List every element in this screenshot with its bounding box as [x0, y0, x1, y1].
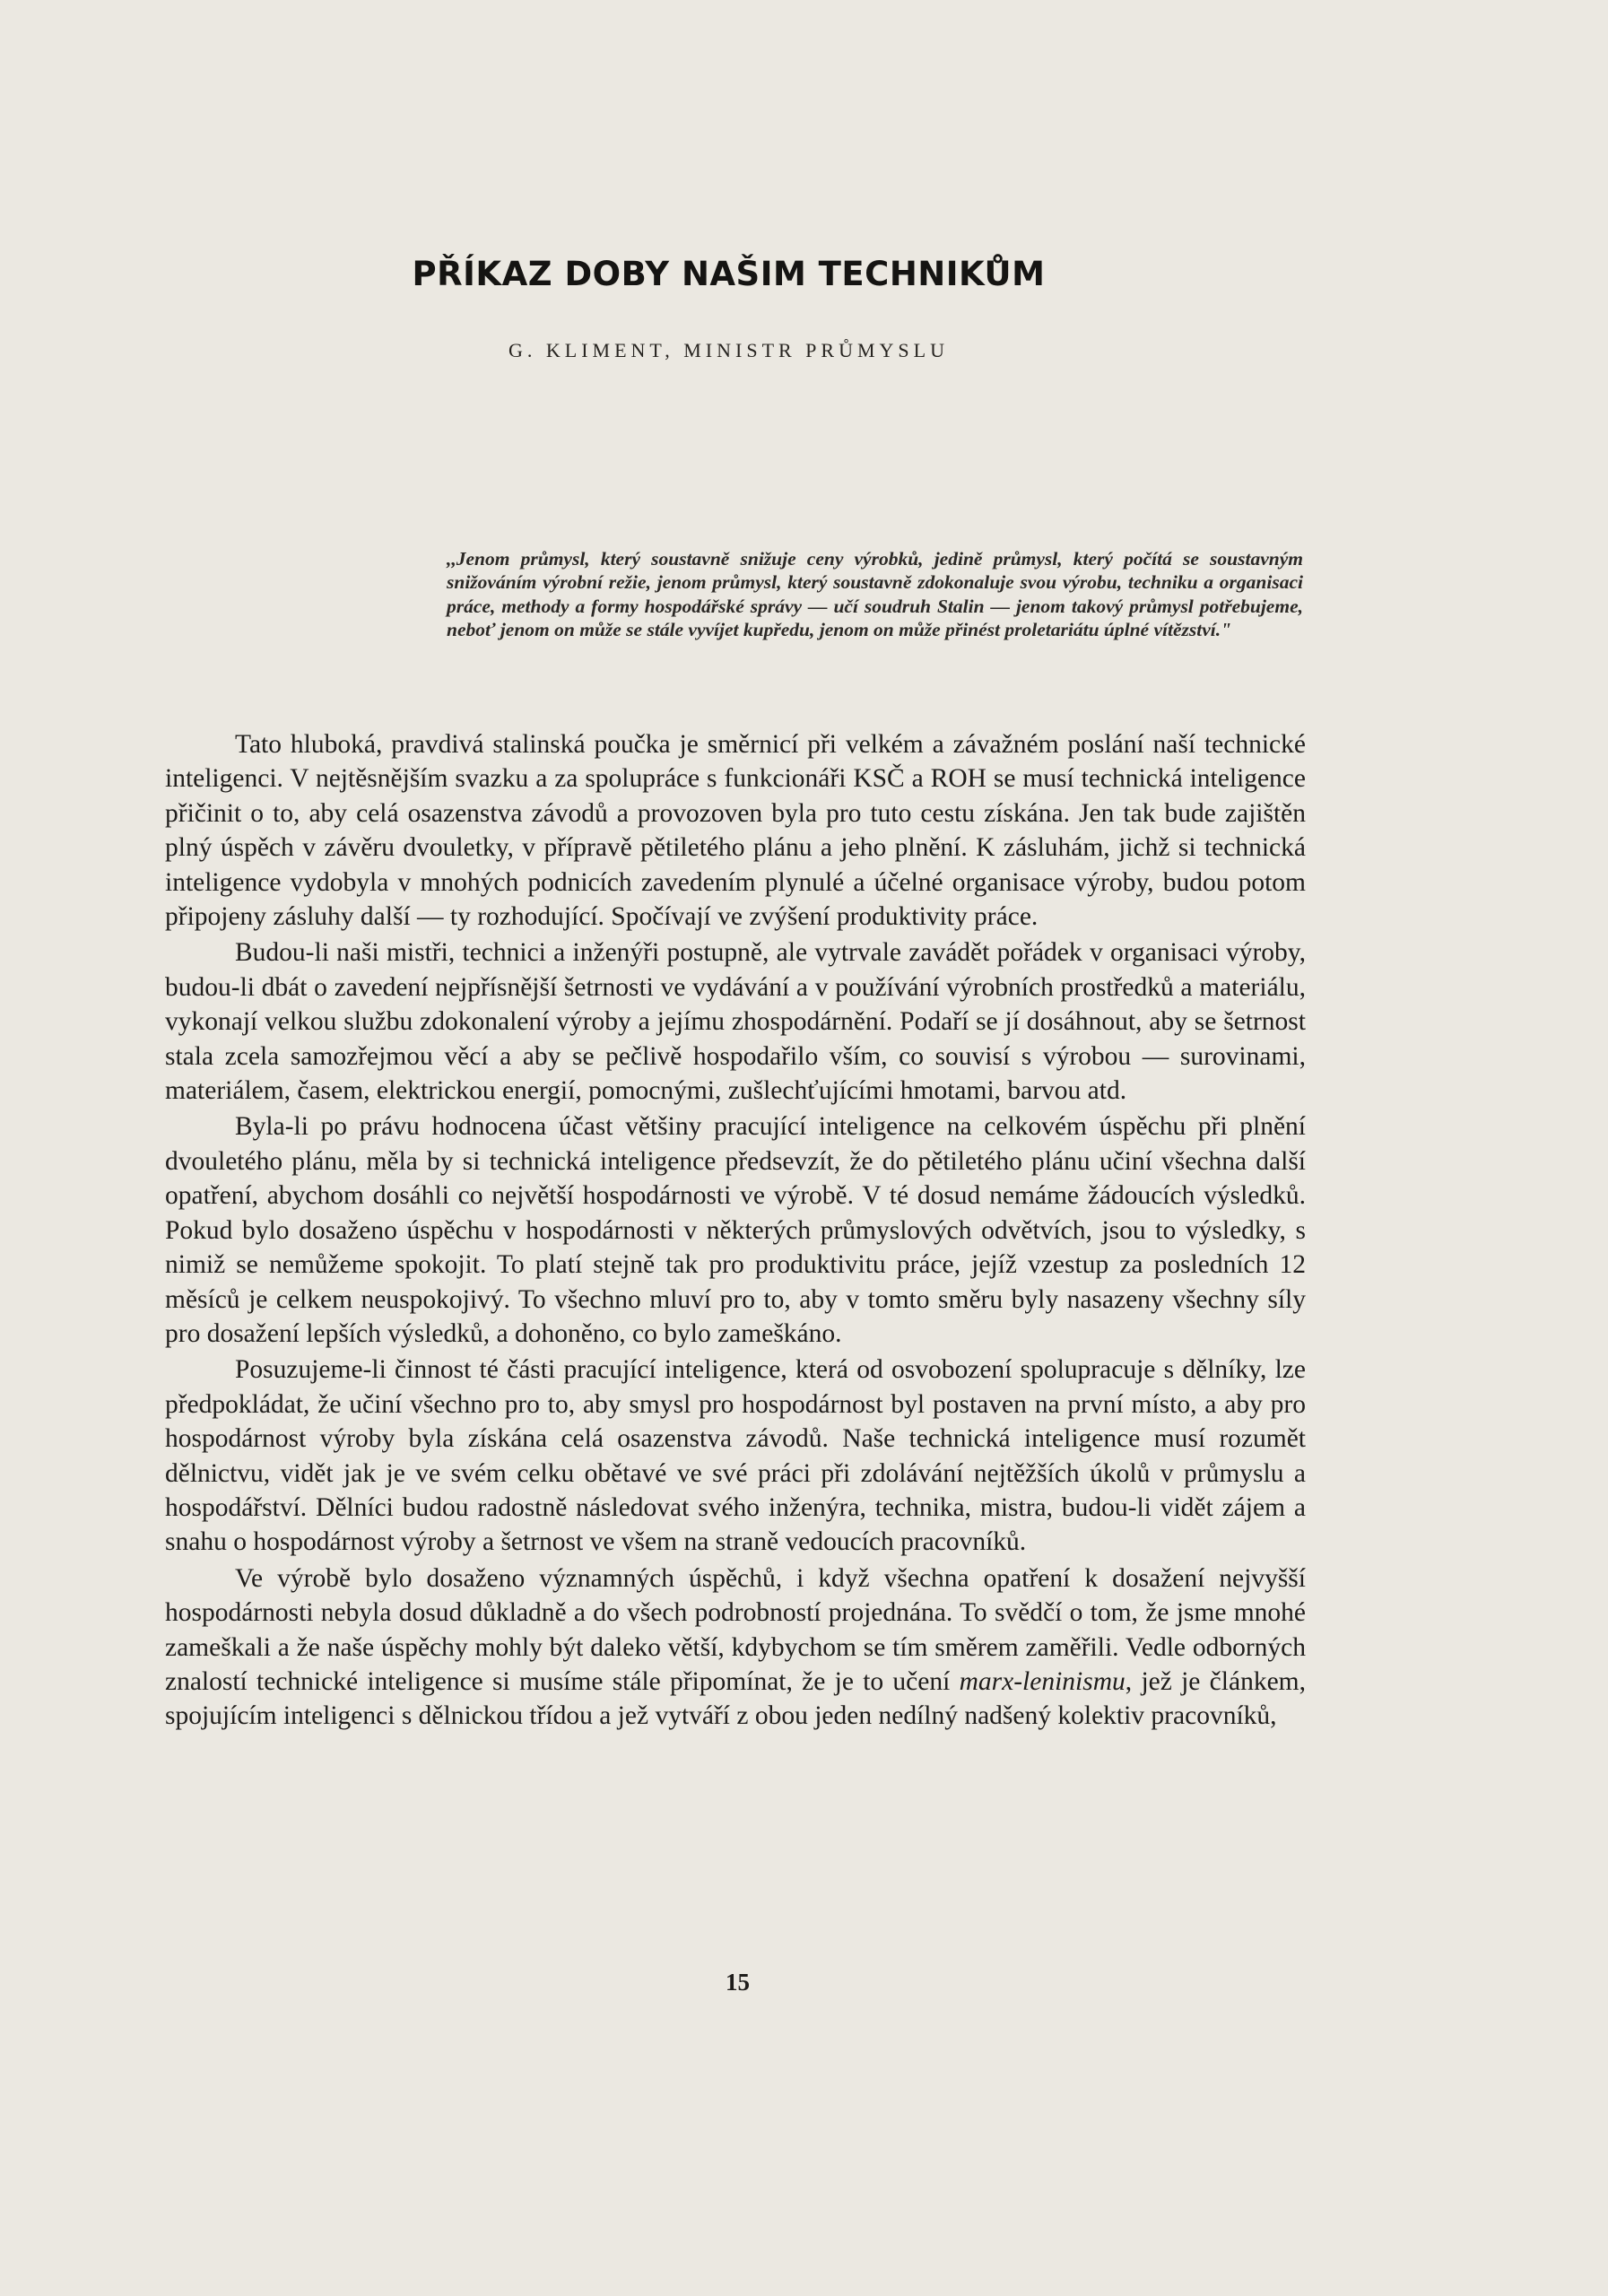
page-number: 15 [726, 1969, 750, 1996]
paragraph-5-text-end: , jež je článkem, spojujícím inteligenci s dělnickou třídou a jež vytváří z obou jeden nedílný nadšený kolektiv pracovníků, [165, 1666, 1306, 1731]
paragraph-4: Posuzujeme-li činnost té části pracující inteligence, která od osvobození spolupracuje s dělníky, lze předpokládat, že učiní všechno pro to, aby smysl pro hospodárnost byl postaven na první místo, a aby pro hospodárnost výroby byla získána celá osazenstva závodů. Naše technická inteligence musí rozumět dělnictvu, vidět jak je ve svém celku obětavé ve své práci při zdolávání nejtěžších úkolů v průmyslu a hospodářství. Dělníci budou radostně následovat svého inženýra, technika, mistra, budou-li vidět zájem a snahu o hospodárnost výroby a šetrnost ve všem na straně vedoucích pracovníků. [165, 1355, 1306, 1557]
article-title: PŘÍKAZ DOBY NAŠIM TECHNIKŮM [412, 255, 1046, 293]
author-byline: G. KLIMENT, MINISTR PRŮMYSLU [508, 339, 949, 361]
emphasized-term: marx-leninismu [959, 1666, 1126, 1696]
paragraph-5 [165, 1561, 1306, 1734]
epigraph-quote: ,,Jenom průmysl, který soustavně snižuje ceny výrobků, jedině průmysl, který počítá se soustavným snižováním výrobní režie, jenom průmysl, který soustavně zdokonaluje svou výrobu, techniku a organisaci práce, methody a formy hospodářské správy — učí soudruh Stalin — jenom takový průmysl potřebujeme, neboť jenom on může se stále vyvíjet kupředu, jenom on může přinést proletariátu úplné vítězství." [447, 548, 1303, 640]
paragraph-2: Budou-li naši mistři, technici a inženýři postupně, ale vytrvale zavádět pořádek v organisaci výroby, budou-li dbát o zavedení nejpřísnější šetrnosti ve vydávání a v používání výrobních prostředků a materiálu, vykonají velkou službu zdokonalení výroby a jejímu zhospodárnění. Podaří se jí dosáhnout, aby se šetrnost stala zcela samozřejmou věcí a aby se pečlivě hospodařilo vším, co souvisí s výrobou — surovinami, materiálem, časem, elektrickou energií, pomocnými, zušlechťujícími hmotami, barvou atd. [165, 938, 1306, 1106]
paragraph-3: Byla-li po právu hodnocena účast většiny pracující inteligence na celkovém úspěchu při plnění dvouletého plánu, měla by si technická inteligence předsevzít, že do pětiletého plánu učiní všechna další opatření, abychom dosáhli co největší hospodárnosti ve výrobě. V té dosud nemáme žádoucích výsledků. Pokud bylo dosaženo úspěchu v hospodárnosti v některých průmyslových odvětvích, jsou to výsledky, s nimiž se nemůžeme spokojit. To platí stejně tak pro produktivitu práce, jejíž vzestup za posledních 12 měsíců je celkem neuspokojivý. To všechno mluví pro to, aby v tomto směru byly nasazeny všechny síly pro dosažení lepších výsledků, a dohoněno, co bylo zameškáno. [165, 1112, 1306, 1348]
paragraph-5-text-start: Ve výrobě bylo dosaženo významných úspěchů, i když všechna opatření k dosažení nejvyšší hospodárnosti nebyla dosud důkladně a do všech podrobností projednána. To svědčí o tom, že jsme mnohé zameškali a že naše úspěchy mohly být daleko větší, kdybychom se tím směrem zaměřili. Vedle odborných znalostí technické inteligence si musíme stále připomínat, že je to učení [165, 1563, 1306, 1696]
paragraph-1: Tato hluboká, pravdivá stalinská poučka je směrnicí při velkém a závažném poslání naší technické inteligenci. V nejtěsnějším svazku a za spolupráce s funkcionáři KSČ a ROH se musí technická inteligence přičinit o to, aby celá osazenstva závodů a provozoven byla pro tuto cestu získána. Jen tak bude zajištěn plný úspěch v závěru dvouletky, v přípravě pětiletého plánu a jeho plnění. K zásluhám, jichž si technická inteligence vydobyla v mnohých podnicích zavedením plynulé a účelné organisace výroby, budou potom připojeny zásluhy další — ty rozhodující. Spočívají ve zvýšení produktivity práce. [165, 730, 1306, 932]
article-body [165, 727, 1306, 1735]
